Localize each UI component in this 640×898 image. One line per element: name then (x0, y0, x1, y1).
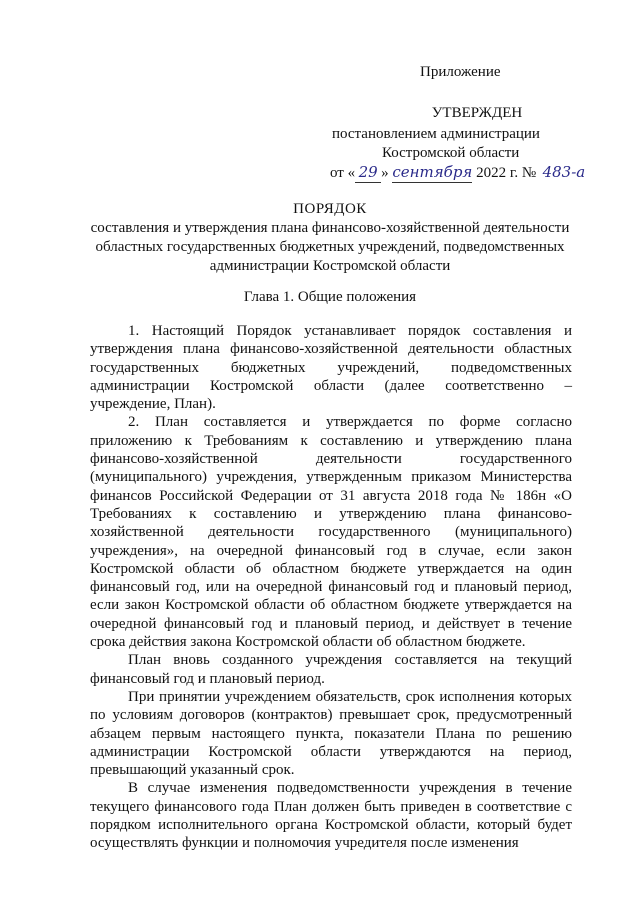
decree-date-line (330, 163, 600, 183)
paragraph: 2. План составляется и утверждается по форме согласно приложению к Требованиям к составлению и утверждению плана финансово-хозяйственной деятельности государственного (муниципального) учреждения, утвержденным приказом Министерства финансов Российской Федерации от 31 августа 2018 года № 186н «О Требованиях к составлению и утверждению плана финансово-хозяйственной деятельности государственного (муниципального) учреждения», на очередной финансовый год в случае, если закон Костромской области об областном бюджете утверждается на один финансовый год, или на очередной финансовый год и плановый период, если закон Костромской области об областном бюджете утверждается на очередной финансовый год и плановый период, и действует в течение срока действия закона Костромской области об областном бюджете. (90, 414, 572, 651)
title-line-1: составления и утверждения плана финансово-хозяйственной деятельности (90, 220, 570, 236)
approval-block (330, 104, 600, 183)
paragraph: В случае изменения подведомственности учреждения в течение текущего финансового года План должен быть приведен в соответствие с порядком исполнительного органа Костромской области, который будет осуществлять функции и полномочия учредителя после изменения (90, 780, 572, 852)
paragraph: 1. Настоящий Порядок устанавливает порядок составления и утверждения плана финансово-хозяйственной деятельности областных государственных бюджетных учреждений, подведомственных администрации Костромской области (далее соответственно – учреждение, План). (90, 323, 572, 413)
decree-line-2: Костромской области (382, 145, 520, 161)
document-body (90, 322, 572, 853)
title-line-2: областных государственных бюджетных учреждений, подведомственных (95, 239, 565, 255)
decree-line-1: постановлением администрации (332, 126, 540, 142)
document-title: ПОРЯДОК (293, 201, 367, 217)
approved-label: УТВЕРЖДЕН (431, 105, 523, 121)
decree-number-handwritten: 483-а (542, 163, 586, 181)
date-month-handwritten: сентября (392, 163, 473, 181)
document-title-block (80, 200, 580, 276)
date-day-handwritten: 29 (355, 163, 381, 183)
date-year: 2022 г. № (472, 165, 540, 181)
paragraph: При принятии учреждением обязательств, срок исполнения которых по условиям договоров (контрактов) превышает срок, предусмотренный абзацем первым настоящего пункта, показатели Плана по решению администрации Костромской области утверждаются на период, превышающий указанный срок. (90, 688, 572, 779)
title-line-3: администрации Костромской области (209, 258, 451, 274)
chapter-heading: Глава 1. Общие положения (243, 289, 417, 305)
paragraph: План вновь созданного учреждения составляется на текущий финансовый год и плановый период. (90, 652, 572, 687)
appendix-label: Приложение (420, 64, 501, 80)
date-prefix: от « (330, 165, 356, 181)
date-mid: » (381, 165, 393, 181)
